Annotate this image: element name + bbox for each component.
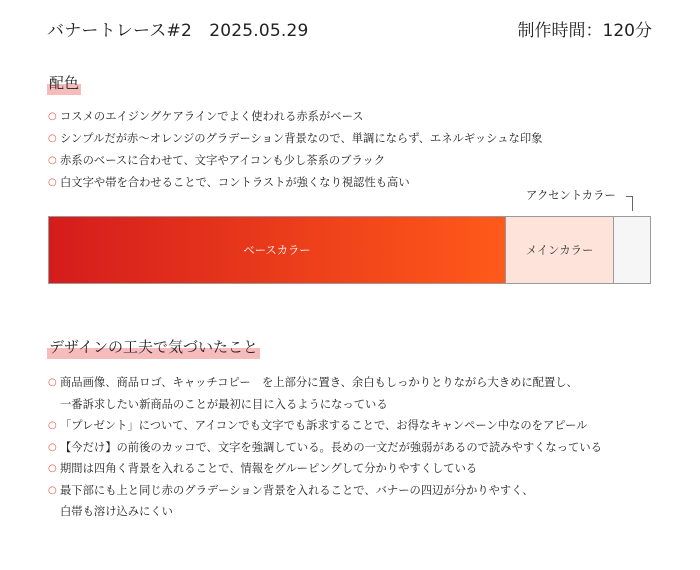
accent-color-label: アクセントカラー (526, 189, 616, 202)
list-item (48, 107, 542, 129)
bullet-icon: ○ (48, 111, 57, 122)
accent-leader-line (626, 196, 633, 211)
color-swatch-bar (48, 216, 651, 284)
list-item (48, 372, 602, 415)
main-color-swatch (505, 217, 613, 283)
main-color-label: メインカラー (525, 244, 594, 257)
bullet-icon: ○ (48, 377, 57, 388)
list-item (48, 437, 602, 459)
list-item-text: 白帯も溶け込みにくい (60, 505, 173, 518)
list-item (48, 415, 602, 437)
list-item (48, 173, 542, 195)
design-notes-heading-text: デザインの工夫で気づいたこと (49, 338, 258, 356)
list-item-text: 白文字や帯を合わせることで、コントラストが強くなり視認性も高い (60, 176, 410, 189)
list-item-text: 一番訴求したい新商品のことが最初に目に入るようになっている (60, 397, 388, 411)
list-item-text: 「プレゼント」について、アイコンでも文字でも訴求することで、お得なキャンペーン中なのをアピール (60, 419, 588, 432)
list-item (48, 151, 542, 173)
base-color-swatch (49, 217, 505, 283)
color-section-heading (47, 73, 81, 93)
page-title: バナートレース#2 2025.05.29 (47, 21, 309, 41)
list-item-text: 商品画像、商品ロゴ、キャッチコピー を上部分に置き、余白もしっかりとりながら大きめに配置し、 (60, 376, 578, 389)
bullet-icon: ○ (48, 484, 57, 496)
bullet-icon: ○ (48, 420, 57, 431)
list-item (48, 480, 602, 523)
bullet-icon: ○ (48, 441, 57, 453)
production-time: 制作時間：120分 (517, 21, 652, 41)
bullet-icon: ○ (48, 463, 57, 474)
bullet-icon: ○ (48, 177, 57, 188)
bullet-icon: ○ (48, 155, 57, 166)
design-notes-heading (47, 337, 260, 357)
list-item-text: 期間は四角く背景を入れることで、情報をグルーピングして分かりやすくしている (60, 462, 478, 475)
list-item-text: 赤系のベースに合わせて、文字やアイコンも少し茶系のブラック (60, 154, 386, 167)
list-item-text: コスメのエイジングケアラインでよく使われる赤系がベース (60, 110, 364, 123)
color-notes-list (48, 107, 542, 195)
list-item-text: 【今だけ】の前後のカッコで、文字を強調している。長めの一文だが強弱があるので読みやすくなっている (60, 440, 602, 454)
list-item-text: シンプルだが赤〜オレンジのグラデーション背景なので、単調にならず、エネルギッシュな印象 (60, 132, 543, 145)
list-item-text: 最下部にも上と同じ赤のグラデーション背景を入れることで、バナーの四辺が分かりやすく、 (60, 483, 534, 497)
color-section-heading-text: 配色 (49, 74, 80, 92)
bullet-icon: ○ (48, 133, 57, 144)
list-item (48, 129, 542, 151)
design-notes-list (48, 372, 602, 523)
list-item (48, 458, 602, 480)
accent-color-swatch (613, 217, 650, 283)
base-color-label: ベースカラー (243, 244, 311, 257)
